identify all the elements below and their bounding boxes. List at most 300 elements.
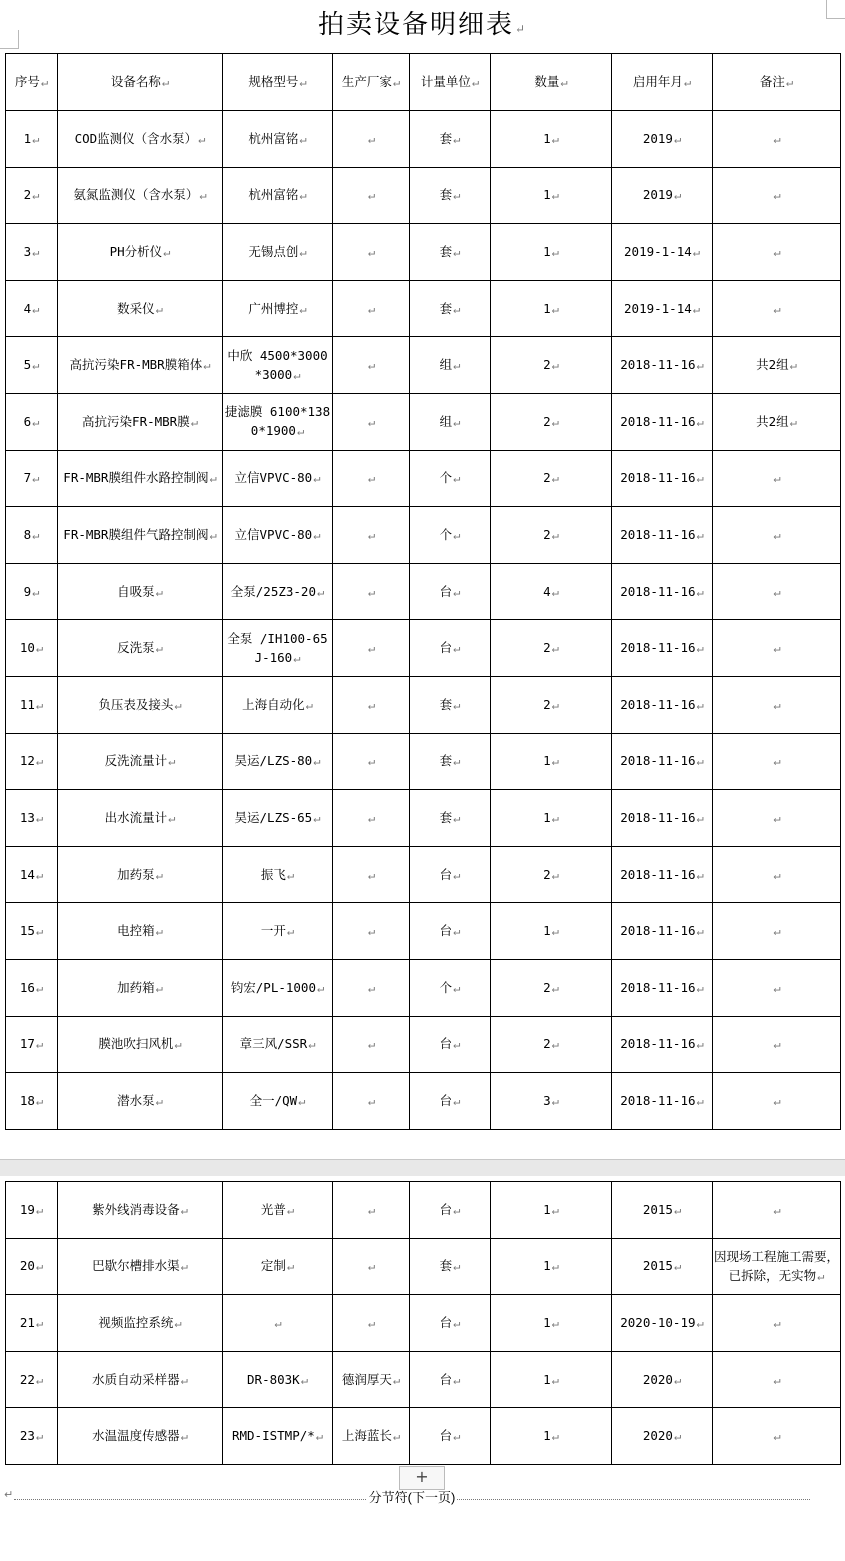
cell-qty[interactable] [491,507,612,564]
cell-note[interactable] [713,620,841,677]
cell-note[interactable] [713,507,841,564]
cell-date[interactable] [612,676,713,733]
cell-text: 无锡点创 [248,243,299,259]
cell-seq[interactable] [6,563,58,620]
cell-qty[interactable] [491,111,612,168]
cell-model[interactable] [223,1016,333,1073]
paragraph-mark: ↵ [453,188,461,203]
cell-maker[interactable] [333,224,410,281]
cell-name[interactable] [58,167,223,224]
cell-unit[interactable] [410,1016,491,1073]
cell-note[interactable] [713,1351,841,1408]
cell-maker[interactable] [333,280,410,337]
paragraph-mark: ↵ [299,244,307,259]
cell-model[interactable] [223,393,333,450]
cell-qty[interactable] [491,676,612,733]
cell-seq[interactable] [6,224,58,281]
cell-unit[interactable] [410,337,491,394]
cell-seq[interactable] [6,450,58,507]
cell-text: 11 [19,696,35,712]
paragraph-mark: ↵ [367,1315,376,1330]
paragraph-mark: ↵ [789,358,797,373]
paragraph-mark: ↵ [453,1429,461,1444]
cell-date[interactable] [612,1351,713,1408]
cell-unit[interactable] [410,903,491,960]
cell-seq[interactable] [6,733,58,790]
cell-seq[interactable] [6,903,58,960]
paragraph-mark: ↵ [35,1259,44,1274]
cell-text: 2018-11-16 [620,1092,696,1108]
cell-date[interactable] [612,959,713,1016]
cell-date[interactable] [612,1295,713,1352]
cell-qty[interactable] [491,1182,612,1239]
table-row [6,337,841,394]
cell-text: 钧宏/PL-1000 [230,979,316,995]
cell-text: 全泵/25Z3-20 [230,583,316,599]
paragraph-mark: ↵ [392,1429,401,1444]
paragraph-mark: ↵ [155,924,163,939]
cell-maker[interactable] [333,903,410,960]
cell-unit[interactable] [410,563,491,620]
paragraph-mark: ↵ [773,697,781,712]
cell-name[interactable] [58,1238,223,1295]
cell-qty[interactable] [491,959,612,1016]
paragraph-mark: ↵ [551,1037,559,1052]
paragraph-mark: ↵ [313,754,321,769]
cell-name[interactable] [58,337,223,394]
cell-text: 台 [439,1371,453,1387]
cell-date[interactable] [612,111,713,168]
cell-unit[interactable] [410,959,491,1016]
cell-qty[interactable] [491,1238,612,1295]
cell-model[interactable] [223,563,333,620]
cell-seq[interactable] [6,959,58,1016]
paragraph-mark: ↵ [367,924,376,939]
cell-model[interactable] [223,450,333,507]
cell-model[interactable] [223,846,333,903]
paragraph-mark: ↵ [551,924,559,939]
cell-unit[interactable] [410,393,491,450]
header-maker[interactable] [333,54,410,111]
cell-qty[interactable] [491,337,612,394]
cell-maker[interactable] [333,1073,410,1130]
cell-name[interactable] [58,563,223,620]
cell-maker[interactable] [333,1182,410,1239]
cell-unit[interactable] [410,1408,491,1465]
paragraph-mark: ↵ [696,584,704,599]
cell-qty[interactable] [491,620,612,677]
paragraph-mark: ↵ [367,414,376,429]
cell-maker[interactable] [333,337,410,394]
cell-date[interactable] [612,1073,713,1130]
cell-note[interactable] [713,676,841,733]
cell-seq[interactable] [6,507,58,564]
header-name[interactable] [58,54,223,111]
cell-maker[interactable] [333,1016,410,1073]
cell-seq[interactable] [6,1351,58,1408]
cell-model[interactable] [223,1295,333,1352]
cell-date[interactable] [612,337,713,394]
paragraph-mark: ↵ [551,244,559,259]
cell-name[interactable] [58,1295,223,1352]
cell-seq[interactable] [6,1295,58,1352]
cell-name[interactable] [58,1182,223,1239]
cell-seq[interactable] [6,790,58,847]
cell-note[interactable] [713,1182,841,1239]
paragraph-mark: ↵ [180,1429,188,1444]
cell-model[interactable] [223,790,333,847]
cell-text: RMD-ISTMP/* [231,1428,315,1444]
paragraph-mark: ↵ [286,924,295,939]
cell-unit[interactable] [410,507,491,564]
cell-note[interactable] [713,790,841,847]
cell-date[interactable] [612,1016,713,1073]
cell-text: 杭州富铭 [248,187,299,203]
cell-text: 1 [543,753,551,769]
cell-text: 电控箱 [117,923,155,939]
equipment-table-page2 [5,1181,841,1465]
cell-name[interactable] [58,733,223,790]
cell-seq[interactable] [6,1073,58,1130]
paragraph-mark: ↵ [367,754,376,769]
cell-date[interactable] [612,224,713,281]
cell-date[interactable] [612,846,713,903]
paragraph-mark: ↵ [773,810,781,825]
cell-model[interactable] [223,337,333,394]
cell-qty[interactable] [491,1408,612,1465]
table-row [6,790,841,847]
paragraph-mark: ↵ [155,980,163,995]
cell-qty[interactable] [491,903,612,960]
cell-maker[interactable] [333,620,410,677]
cell-note[interactable] [713,1016,841,1073]
cell-seq[interactable] [6,1408,58,1465]
cell-maker[interactable] [333,1295,410,1352]
header-note[interactable] [713,54,841,111]
cell-text: 规格型号 [248,74,299,89]
header-date[interactable] [612,54,713,111]
cell-qty[interactable] [491,733,612,790]
cell-maker[interactable] [333,450,410,507]
paragraph-mark: ↵ [286,1202,295,1217]
cell-qty[interactable] [491,1073,612,1130]
cell-name[interactable] [58,450,223,507]
paragraph-mark: ↵ [692,244,700,259]
cell-text: 4 [543,583,551,599]
cell-name[interactable] [58,676,223,733]
cell-date[interactable] [612,450,713,507]
cell-name[interactable] [58,1016,223,1073]
cell-text: 序号 [14,74,40,89]
cell-maker[interactable] [333,1351,410,1408]
cell-maker[interactable] [333,959,410,1016]
cell-seq[interactable] [6,1016,58,1073]
cell-text: 共2组 [756,413,789,429]
cell-text: 台 [439,1201,453,1217]
cell-model[interactable] [223,507,333,564]
section-break-marker [14,1481,810,1505]
cell-model[interactable] [223,1351,333,1408]
cell-unit[interactable] [410,280,491,337]
cell-unit[interactable] [410,450,491,507]
paragraph-mark: ↵ [316,980,325,995]
paragraph-mark: ↵ [198,131,206,146]
cell-text: 2018-11-16 [620,866,696,882]
cell-maker[interactable] [333,1238,410,1295]
paragraph-mark: ↵ [35,1202,44,1217]
table-row [6,1182,841,1239]
cell-qty[interactable] [491,167,612,224]
cell-qty[interactable] [491,280,612,337]
cell-note[interactable] [713,733,841,790]
paragraph-mark: ↵ [174,1315,182,1330]
paragraph-mark: ↵ [35,641,44,656]
cell-date[interactable] [612,167,713,224]
cell-note[interactable] [713,959,841,1016]
cell-text: 台 [439,1428,453,1444]
cell-unit[interactable] [410,1238,491,1295]
cell-qty[interactable] [491,1295,612,1352]
cell-qty[interactable] [491,1351,612,1408]
cell-model[interactable] [223,620,333,677]
cell-model[interactable] [223,224,333,281]
paragraph-mark: ↵ [367,301,376,316]
cell-maker[interactable] [333,733,410,790]
cell-name[interactable] [58,620,223,677]
paragraph-mark: ↵ [367,697,376,712]
cell-date[interactable] [612,1238,713,1295]
cell-name[interactable] [58,790,223,847]
cell-text: 2018-11-16 [620,979,696,995]
cell-text: 2020 [642,1428,673,1444]
paragraph-mark: ↵ [453,1315,461,1330]
cell-model[interactable] [223,1408,333,1465]
cell-text: 1 [543,1201,551,1217]
cell-date[interactable] [612,620,713,677]
cell-maker[interactable] [333,393,410,450]
cell-name[interactable] [58,507,223,564]
cell-maker[interactable] [333,167,410,224]
cell-model[interactable] [223,1073,333,1130]
cell-name[interactable] [58,1073,223,1130]
paragraph-mark: ↵ [32,301,40,316]
cell-note[interactable] [713,450,841,507]
cell-text: 潜水泵 [117,1092,155,1108]
cell-text: 个 [439,979,453,995]
cell-maker[interactable] [333,790,410,847]
cell-text: 2018-11-16 [620,696,696,712]
cell-maker[interactable] [333,563,410,620]
cell-maker[interactable] [333,676,410,733]
cell-maker[interactable] [333,111,410,168]
paragraph-mark: ↵ [696,1315,704,1330]
cell-model[interactable] [223,167,333,224]
cell-qty[interactable] [491,450,612,507]
cell-seq[interactable] [6,280,58,337]
cell-name[interactable] [58,846,223,903]
cell-text: 出水流量计 [104,809,168,825]
cell-seq[interactable] [6,111,58,168]
cell-text: 台 [439,866,453,882]
cell-maker[interactable] [333,507,410,564]
header-unit[interactable] [410,54,491,111]
cell-seq[interactable] [6,167,58,224]
paragraph-mark: ↵ [453,584,461,599]
cell-text: 2018-11-16 [620,470,696,486]
header-qty[interactable] [491,54,612,111]
paragraph-mark: ↵ [560,75,568,89]
paragraph-mark: ↵ [316,584,325,599]
cell-date[interactable] [612,280,713,337]
paragraph-mark: ↵ [453,867,461,882]
paragraph-mark: ↵ [696,641,704,656]
cell-unit[interactable] [410,1182,491,1239]
cell-unit[interactable] [410,1351,491,1408]
table-row [6,280,841,337]
cell-unit[interactable] [410,676,491,733]
paragraph-mark: ↵ [35,810,44,825]
paragraph-mark: ↵ [551,1429,559,1444]
paragraph-mark: ↵ [551,527,559,542]
paragraph-mark: ↵ [293,650,301,665]
cell-text: 台 [439,1314,453,1330]
paragraph-mark: ↵ [203,358,211,373]
paragraph-mark: ↵ [551,980,559,995]
paragraph-mark: ↵ [180,1259,188,1274]
cell-model[interactable] [223,111,333,168]
cell-seq[interactable] [6,1238,58,1295]
cell-name[interactable] [58,959,223,1016]
cell-seq[interactable] [6,1182,58,1239]
paragraph-mark: ↵ [551,584,559,599]
paragraph-mark: ↵ [190,414,198,429]
cell-note[interactable] [713,563,841,620]
paragraph-mark: ↵ [773,244,781,259]
cell-unit[interactable] [410,790,491,847]
cell-unit[interactable] [410,167,491,224]
paragraph-mark: ↵ [180,1202,188,1217]
paragraph-mark: ↵ [696,471,704,486]
cell-qty[interactable] [491,393,612,450]
cell-text: 7 [23,470,32,486]
cell-date[interactable] [612,790,713,847]
cell-date[interactable] [612,507,713,564]
cell-qty[interactable] [491,563,612,620]
paragraph-mark: ↵ [673,131,682,146]
cell-text: 2019-1-14 [624,243,692,259]
cell-seq[interactable] [6,337,58,394]
header-model[interactable] [223,54,333,111]
cell-text: 组 [439,357,453,373]
cell-name[interactable] [58,393,223,450]
cell-text: 杭州富铭 [248,130,299,146]
cell-model[interactable] [223,959,333,1016]
add-row-button[interactable]: + [399,1466,445,1490]
cell-seq[interactable] [6,620,58,677]
cell-note[interactable] [713,280,841,337]
cell-name[interactable] [58,1408,223,1465]
cell-date[interactable] [612,563,713,620]
cell-name[interactable] [58,280,223,337]
cell-text: 上海蓝长 [341,1428,392,1444]
cell-unit[interactable] [410,846,491,903]
paragraph-mark: ↵ [696,810,704,825]
cell-note[interactable] [713,111,841,168]
cell-note[interactable] [713,1238,841,1295]
paragraph-mark: ↵ [392,1372,401,1387]
cell-text: 立信VPVC-80 [234,526,313,542]
cell-text: 1 [543,1428,551,1444]
cell-unit[interactable] [410,620,491,677]
cell-note[interactable] [713,1408,841,1465]
paragraph-mark: ↵ [299,131,307,146]
cell-note[interactable] [713,393,841,450]
cell-date[interactable] [612,1182,713,1239]
cell-model[interactable] [223,280,333,337]
cell-model[interactable] [223,903,333,960]
cell-qty[interactable] [491,224,612,281]
table-header-row [6,54,841,111]
cell-maker[interactable] [333,846,410,903]
cell-text: 台 [439,1036,453,1052]
cell-text: 1 [543,923,551,939]
cell-model[interactable] [223,733,333,790]
cell-model[interactable] [223,1182,333,1239]
cell-unit[interactable] [410,733,491,790]
cell-model[interactable] [223,1238,333,1295]
cell-text: 2018-11-16 [620,809,696,825]
cell-note[interactable] [713,1073,841,1130]
cell-note[interactable] [713,224,841,281]
cell-text: 1 [543,243,551,259]
cell-note[interactable] [713,1295,841,1352]
cell-name[interactable] [58,111,223,168]
cell-maker[interactable] [333,1408,410,1465]
cell-model[interactable] [223,676,333,733]
cell-unit[interactable] [410,1073,491,1130]
paragraph-mark: ↵ [155,584,163,599]
cell-date[interactable] [612,733,713,790]
cell-text: 中欣 4500*3000*3000 [227,347,328,382]
cell-name[interactable] [58,1351,223,1408]
cell-unit[interactable] [410,1295,491,1352]
cell-name[interactable] [58,224,223,281]
cell-unit[interactable] [410,111,491,168]
cell-note[interactable] [713,337,841,394]
paragraph-mark: ↵ [696,527,704,542]
cell-text: 全一/QW [249,1092,298,1108]
cell-note[interactable] [713,167,841,224]
cell-text: 自吸泵 [117,583,155,599]
cell-seq[interactable] [6,676,58,733]
cell-qty[interactable] [491,846,612,903]
cell-unit[interactable] [410,224,491,281]
cell-date[interactable] [612,393,713,450]
cell-qty[interactable] [491,790,612,847]
cell-seq[interactable] [6,846,58,903]
cell-text: 反洗泵 [117,640,155,656]
cell-date[interactable] [612,903,713,960]
cell-note[interactable] [713,903,841,960]
table-row [6,733,841,790]
cell-text: 2 [543,979,551,995]
header-seq[interactable] [6,54,58,111]
cell-qty[interactable] [491,1016,612,1073]
cell-name[interactable] [58,903,223,960]
cell-seq[interactable] [6,393,58,450]
cell-date[interactable] [612,1408,713,1465]
cell-note[interactable] [713,846,841,903]
